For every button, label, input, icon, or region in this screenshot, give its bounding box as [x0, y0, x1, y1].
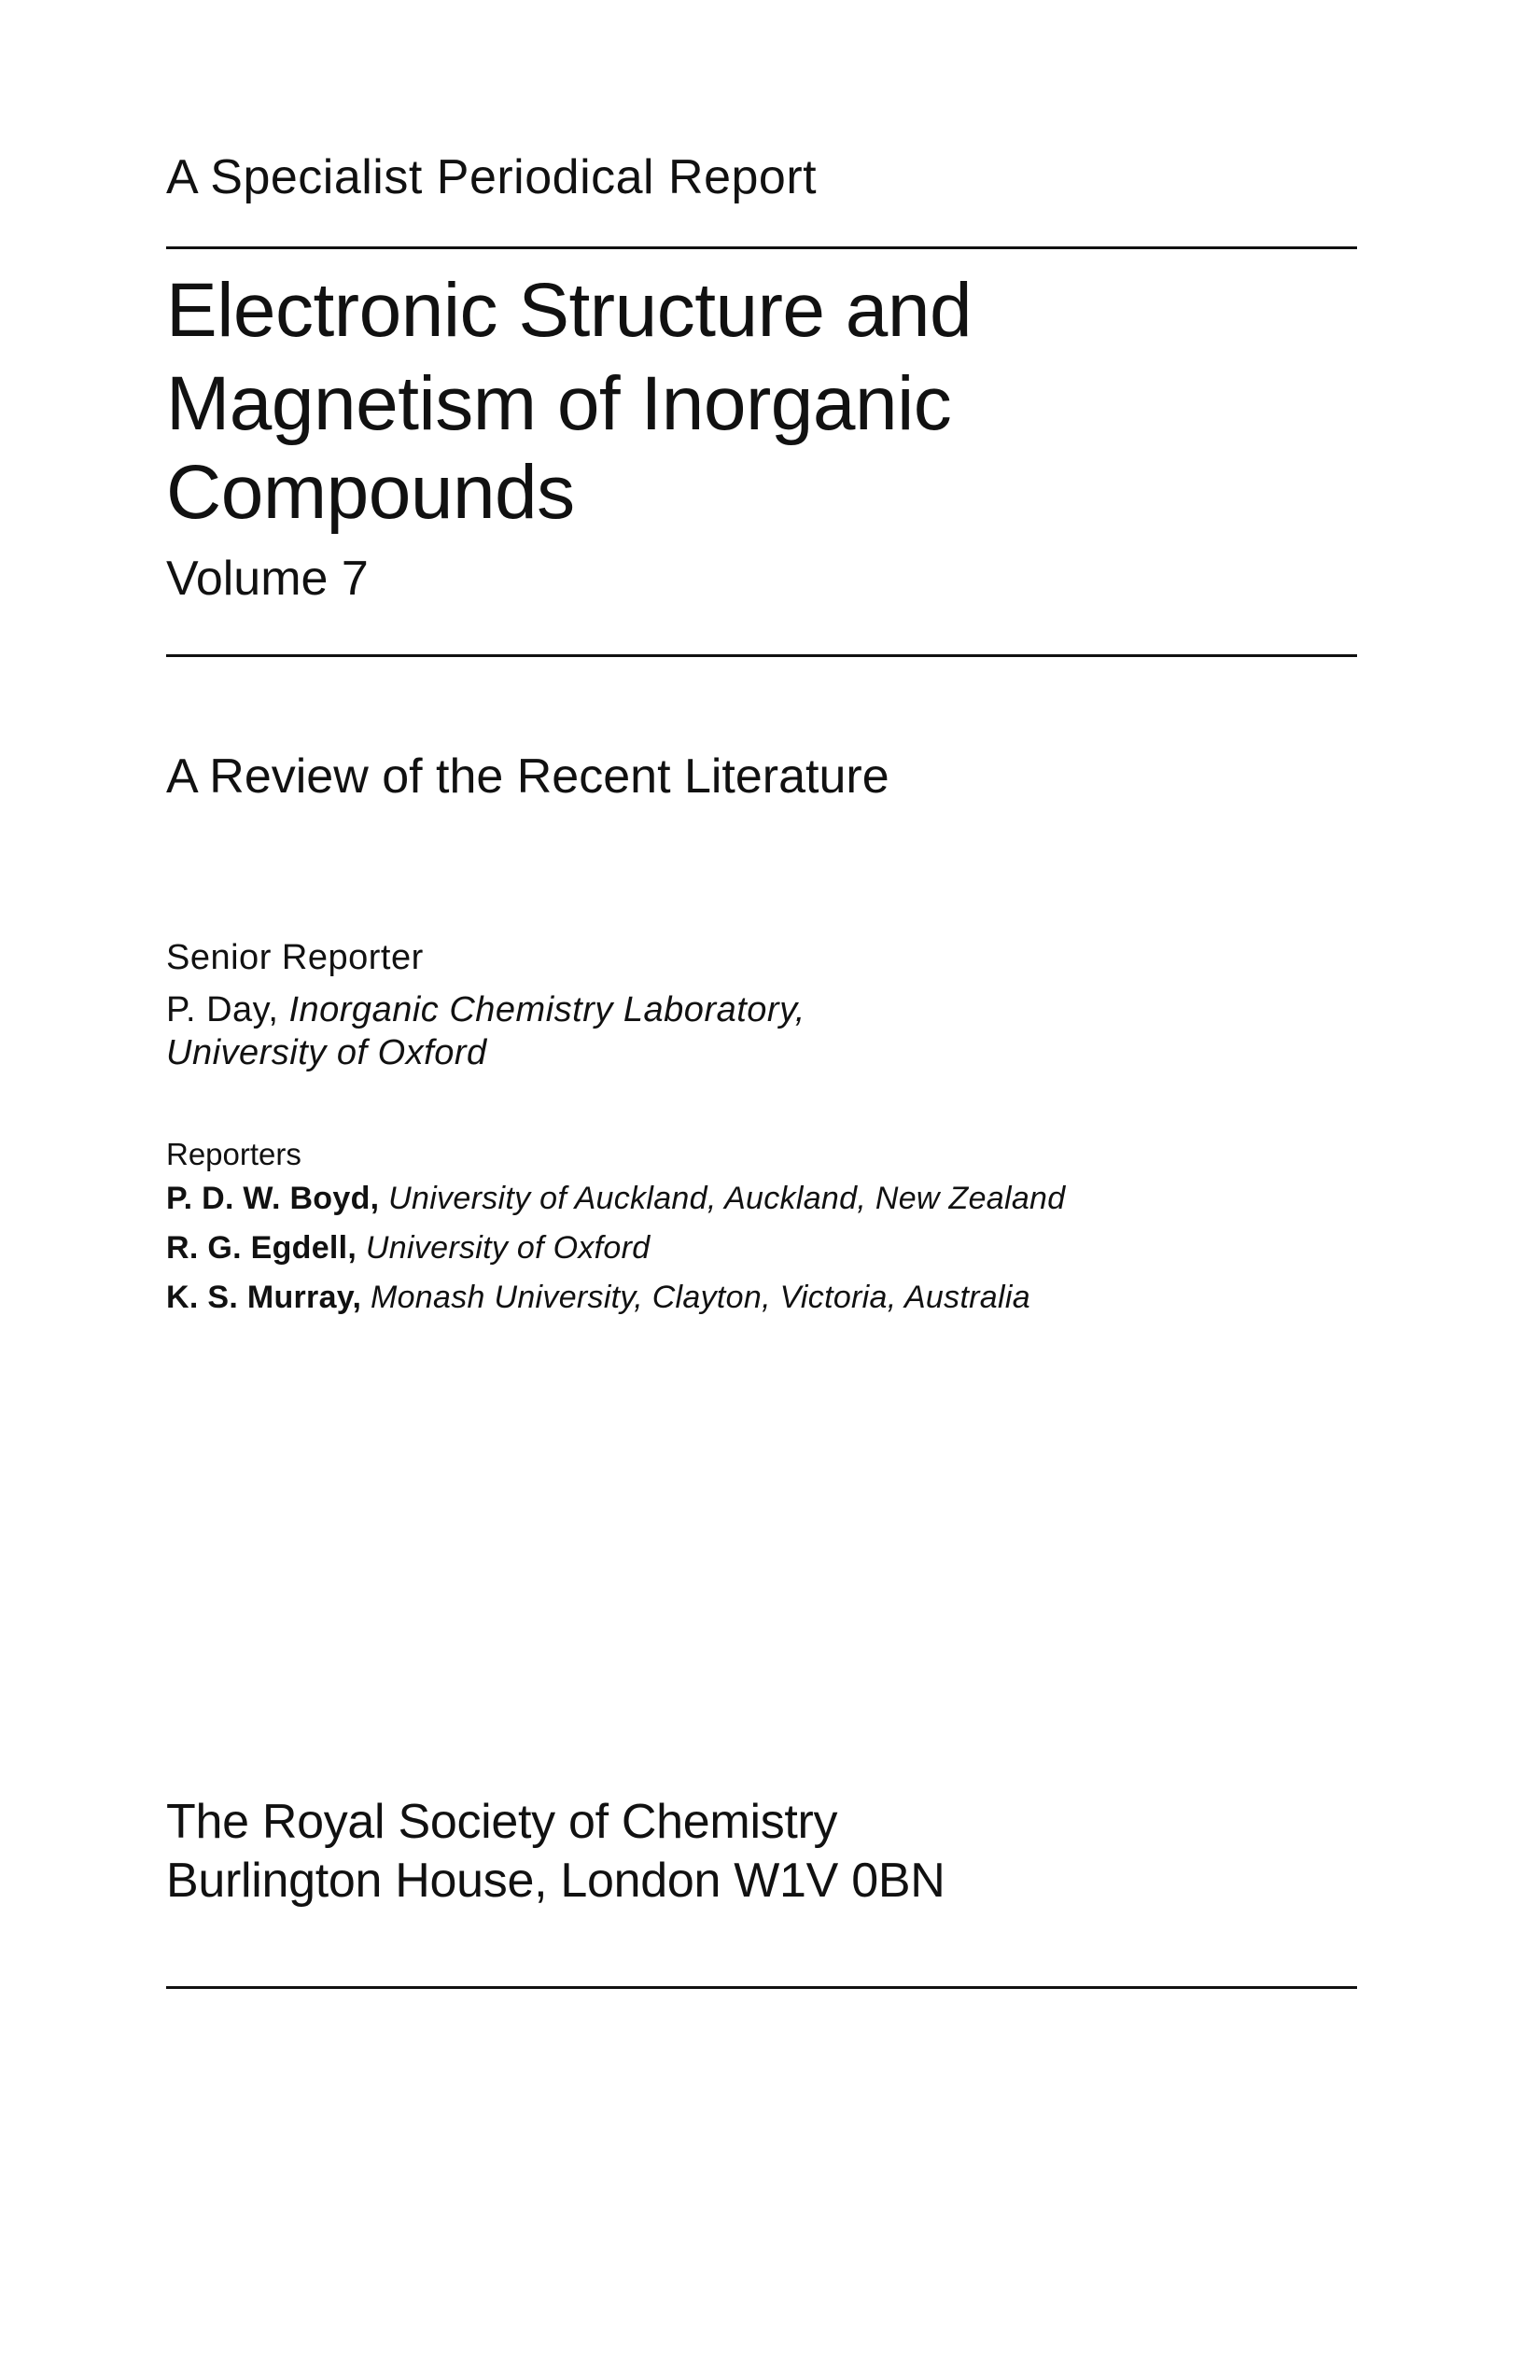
reporter-affiliation: Monash University, Clayton, Victoria, Australia	[370, 1280, 1030, 1315]
book-title-line-2: Magnetism of Inorganic	[166, 361, 952, 446]
top-divider	[166, 246, 1357, 249]
senior-reporter-name: P. Day,	[166, 990, 279, 1029]
reporter-entry	[166, 1181, 1065, 1217]
volume-number: Volume 7	[166, 552, 369, 606]
reporter-entry	[166, 1280, 1030, 1316]
middle-divider	[166, 654, 1357, 657]
senior-reporter-label: Senior Reporter	[166, 938, 424, 977]
reporter-name: P. D. W. Boyd,	[166, 1181, 380, 1216]
book-title-line-1: Electronic Structure and	[166, 268, 973, 353]
subtitle: A Review of the Recent Literature	[166, 749, 889, 804]
senior-reporter-affiliation-line-2: University of Oxford	[166, 1033, 487, 1072]
reporter-affiliation: University of Oxford	[365, 1230, 651, 1266]
publisher-address: Burlington House, London W1V 0BN	[166, 1854, 945, 1908]
reporter-entry	[166, 1230, 650, 1267]
publisher-name: The Royal Society of Chemistry	[166, 1795, 838, 1849]
bottom-divider	[166, 1986, 1357, 1989]
senior-reporter-affiliation: Inorganic Chemistry Laboratory,	[288, 990, 805, 1029]
reporters-label: Reporters	[166, 1137, 301, 1171]
reporter-name: K. S. Murray,	[166, 1280, 362, 1315]
senior-reporter-entry	[166, 990, 805, 1030]
series-title: A Specialist Periodical Report	[166, 150, 818, 204]
reporter-name: R. G. Egdell,	[166, 1230, 357, 1266]
book-title-line-3: Compounds	[166, 450, 575, 535]
reporter-affiliation: University of Auckland, Auckland, New Zealand	[388, 1181, 1066, 1216]
